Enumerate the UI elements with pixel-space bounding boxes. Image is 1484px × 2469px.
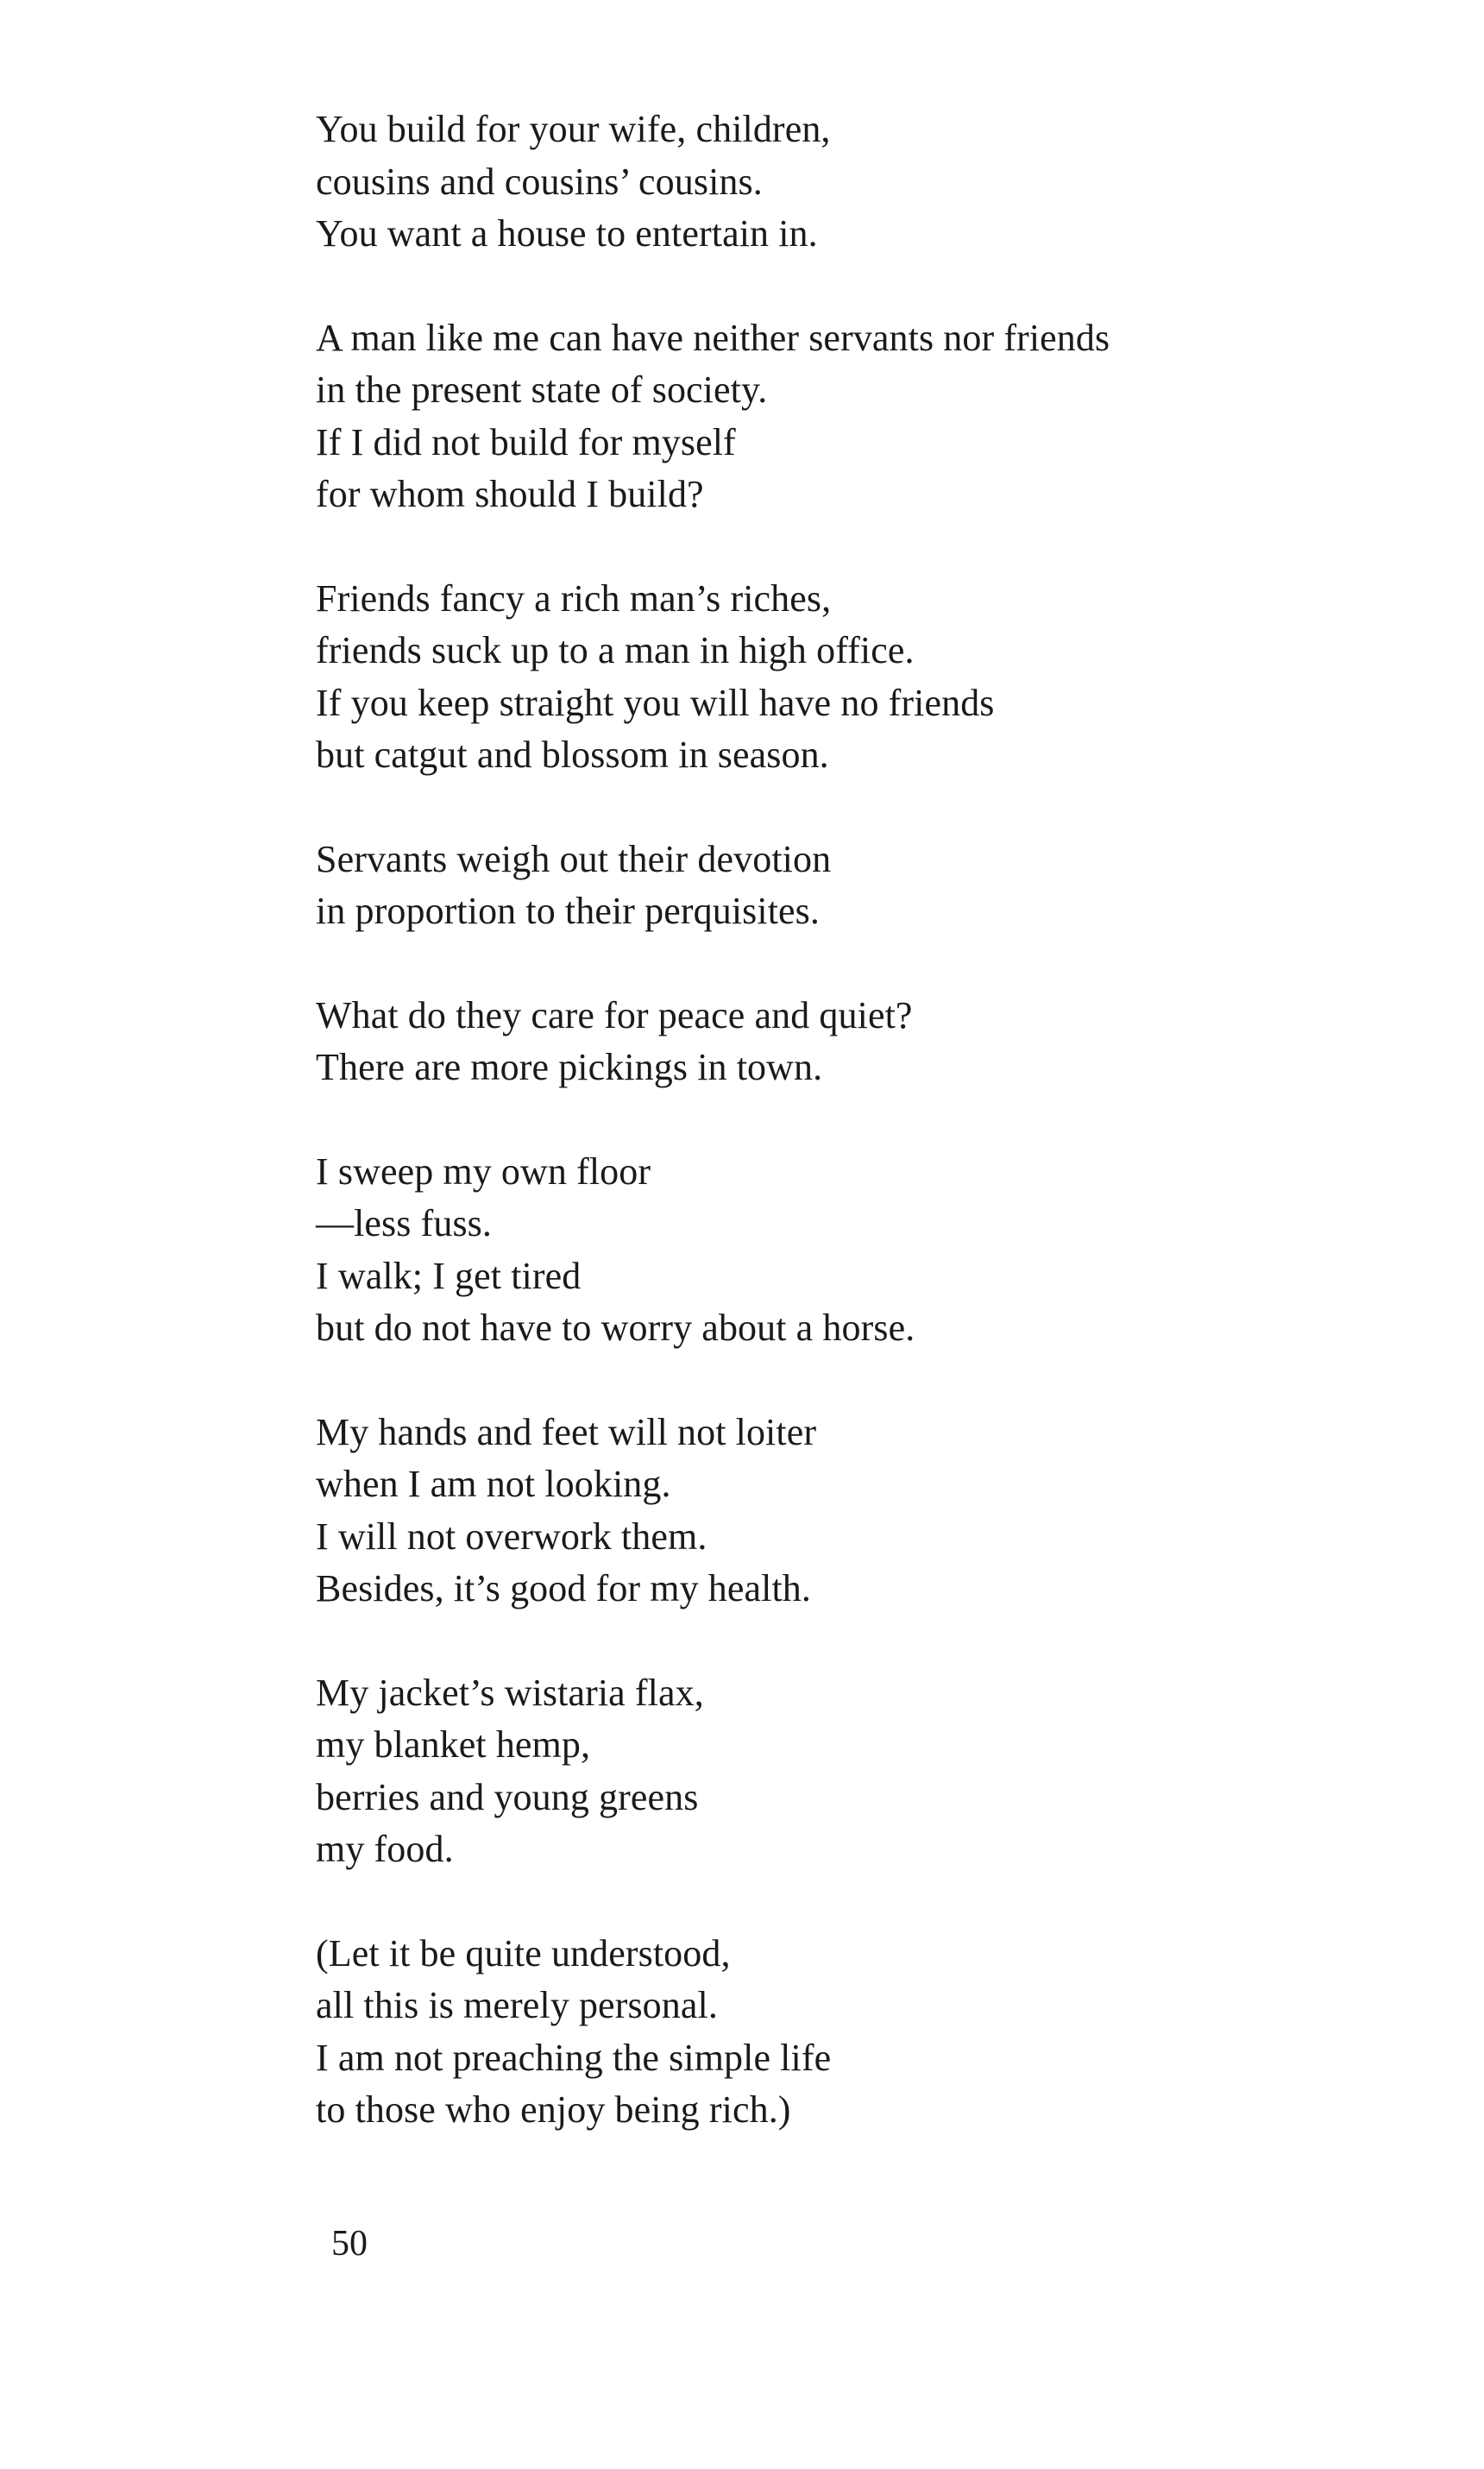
poem-line: cousins and cousins’ cousins. xyxy=(316,160,763,203)
poem-line: berries and young greens xyxy=(316,1775,699,1818)
poem-line: but catgut and blossom in season. xyxy=(316,734,829,776)
poem-body xyxy=(316,104,1265,2189)
poem-line: (Let it be quite understood, xyxy=(316,1931,731,1975)
poem-line: my blanket hemp, xyxy=(316,1723,591,1766)
stanza xyxy=(316,1146,1265,1355)
poem-line: —less fuss. xyxy=(316,1202,492,1244)
poem-line: in proportion to their perquisites. xyxy=(316,890,820,932)
poem-line: There are more pickings in town. xyxy=(316,1046,823,1088)
poem-line: to those who enjoy being rich.) xyxy=(316,2088,791,2131)
poem-line: friends suck up to a man in high office. xyxy=(316,629,915,671)
poem-line: Servants weigh out their devotion xyxy=(316,837,832,880)
poem-line: A man like me can have neither servants nor friends xyxy=(316,316,1110,359)
stanza xyxy=(316,990,1265,1094)
poem-line: Friends fancy a rich man’s riches, xyxy=(316,576,832,620)
stanza xyxy=(316,312,1265,521)
poem-line: in the present state of society. xyxy=(316,368,768,411)
poem-line: My hands and feet will not loiter xyxy=(316,1410,817,1453)
poem-line: If I did not build for myself xyxy=(316,420,736,463)
stanza xyxy=(316,834,1265,938)
poem-line: I am not preaching the simple life xyxy=(316,2036,832,2079)
poem-line: but do not have to worry about a horse. xyxy=(316,1307,915,1349)
poem-line: Besides, it’s good for my health. xyxy=(316,1567,812,1609)
poem-line: I walk; I get tired xyxy=(316,1254,582,1297)
poem-line: My jacket’s wistaria flax, xyxy=(316,1671,704,1714)
stanza xyxy=(316,1928,1265,2137)
stanza xyxy=(316,1667,1265,1876)
page-number: 50 xyxy=(331,2224,368,2264)
poem-line: all this is merely personal. xyxy=(316,1984,718,2026)
poem-line: I sweep my own floor xyxy=(316,1149,651,1193)
poem-line: my food. xyxy=(316,1828,454,1870)
poem-line: What do they care for peace and quiet? xyxy=(316,993,913,1036)
poem-line: If you keep straight you will have no friends xyxy=(316,681,995,724)
poem-line: I will not overwork them. xyxy=(316,1515,707,1558)
poem-line: You build for your wife, children, xyxy=(316,108,831,150)
poem-line: You want a house to entertain in. xyxy=(316,212,818,255)
poem-line: for whom should I build? xyxy=(316,473,704,515)
stanza xyxy=(316,1407,1265,1616)
stanza xyxy=(316,104,1265,261)
stanza xyxy=(316,573,1265,782)
poem-line: when I am not looking. xyxy=(316,1463,671,1505)
